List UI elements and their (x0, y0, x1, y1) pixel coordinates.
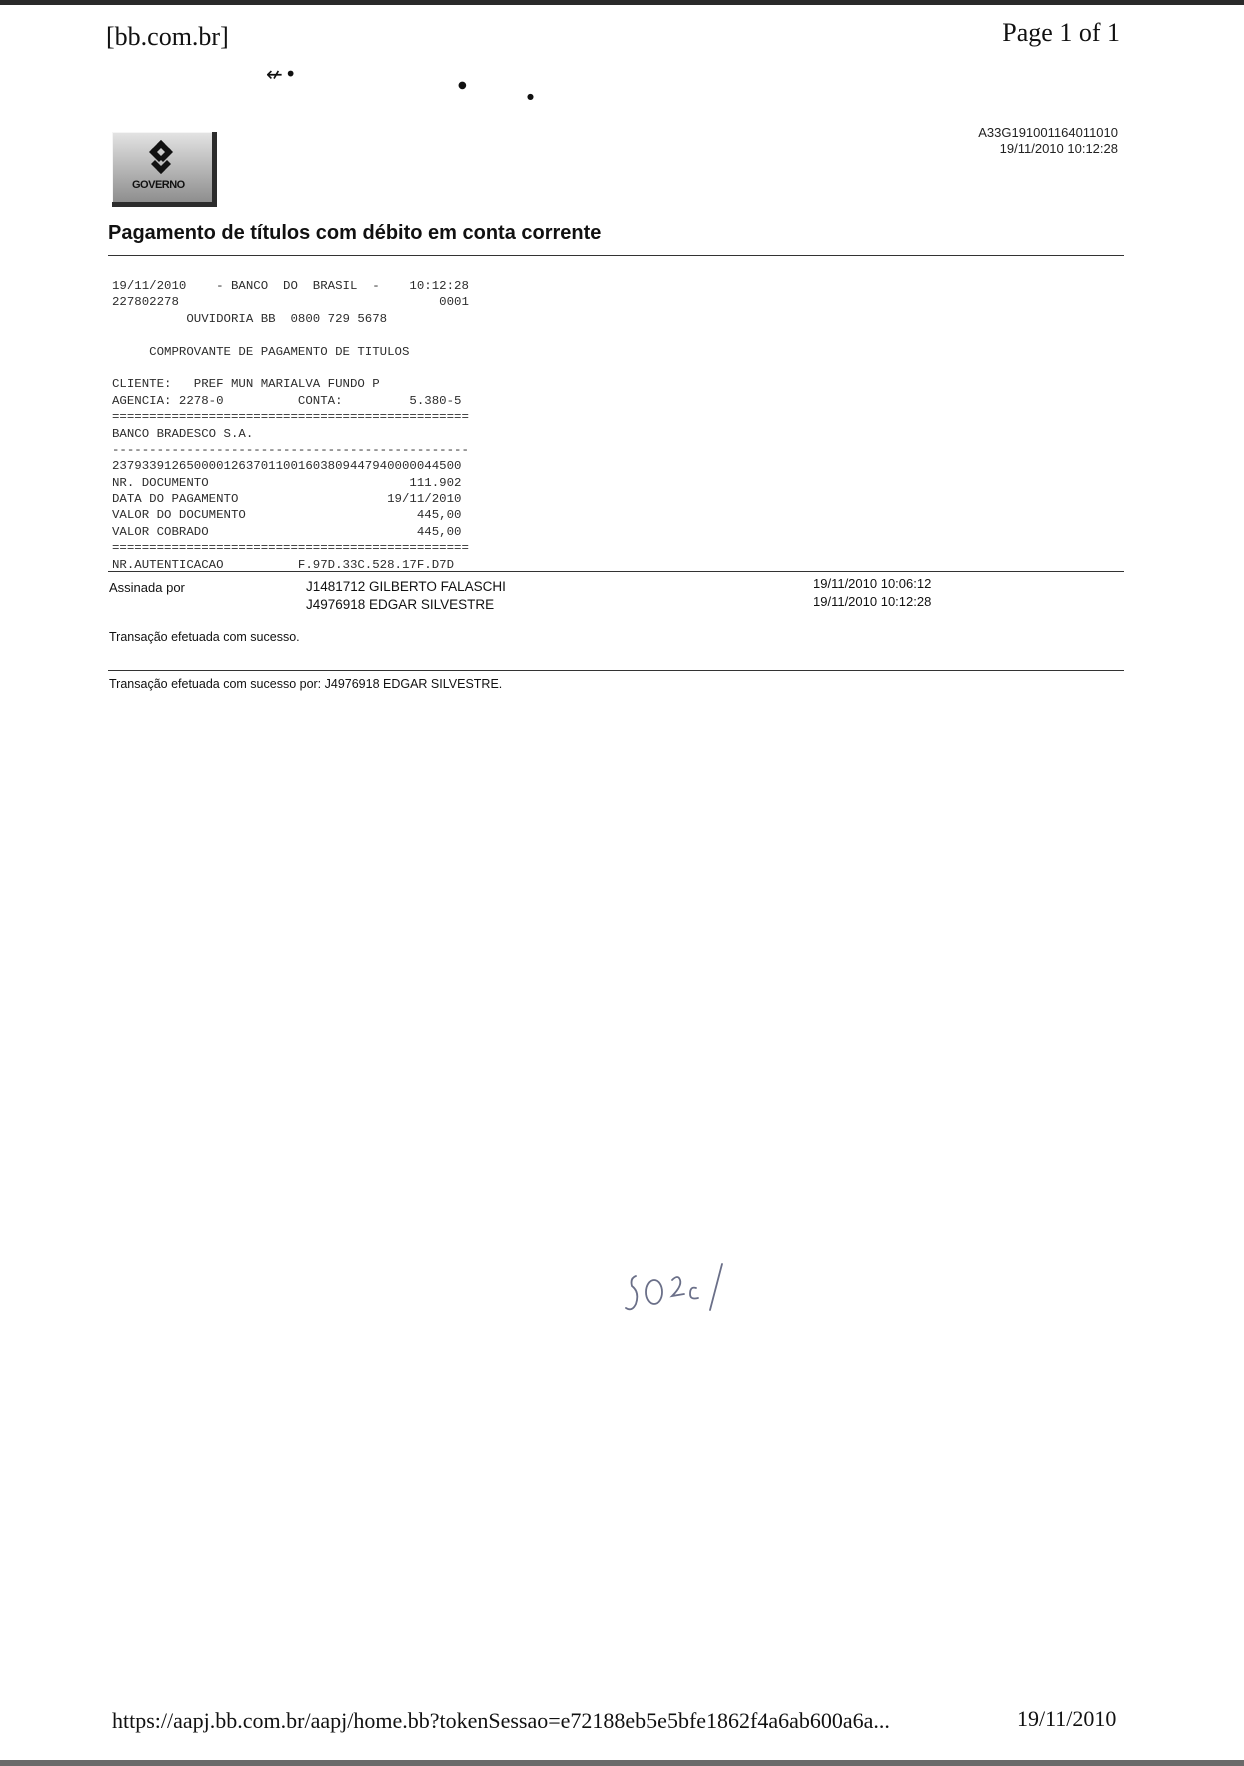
receipt-line: OUVIDORIA BB 0800 729 5678 (112, 311, 388, 326)
receipt-line: 227802278 0001 (112, 295, 469, 310)
receipt-line: DATA DO PAGAMENTO 19/11/2010 (112, 492, 462, 507)
receipt-line: AGENCIA: 2278-0 CONTA: 5.380-5 (112, 393, 462, 408)
document-code: A33G191001164011010 (978, 125, 1118, 140)
signer-name: J4976918 EDGAR SILVESTRE (306, 597, 495, 612)
signature-time: 19/11/2010 10:06:12 (813, 576, 932, 591)
signed-by-label: Assinada por (109, 580, 185, 595)
page-title: Pagamento de títulos com débito em conta corrente (108, 222, 602, 244)
receipt-line: ------------------------------------------------ (112, 442, 469, 457)
receipt-line: 19/11/2010 - BANCO DO BRASIL - 10:12:28 (112, 279, 469, 293)
receipt-line: 23793391265000012637011001603809447940000044500 (112, 459, 462, 474)
status-message: Transação efetuada com sucesso. (109, 630, 300, 644)
receipt-line: CLIENTE: PREF MUN MARIALVA FUNDO P (112, 377, 380, 392)
footer-date: 19/11/2010 (1017, 1706, 1117, 1731)
scan-artifact: ● (458, 80, 467, 91)
receipt-line: ================================================ (112, 410, 469, 425)
document-id-block (978, 125, 1118, 157)
browser-header-site: [bb.com.br] (106, 22, 229, 51)
signer-name: J1481712 GILBERTO FALASCHI (306, 579, 506, 594)
receipt-line (112, 327, 469, 343)
receipt-line: BANCO BRADESCO S.A. (112, 426, 254, 441)
footer-url: https://aapj.bb.com.br/aapj/home.bb?tokenSessao=e72188eb5e5bfe1862f4a6ab600a6a... (112, 1708, 890, 1733)
status-divider (108, 670, 1124, 671)
browser-header-page-number: Page 1 of 1 (1002, 18, 1120, 47)
receipt-line: NR.AUTENTICACAO F.97D.33C.528.17F.D7D (112, 557, 455, 572)
scan-artifact: ↚ • (266, 62, 297, 86)
receipt-line: ================================================ (112, 541, 469, 556)
receipt-line (112, 360, 469, 376)
scan-top-edge (0, 0, 1244, 5)
handwritten-note (624, 1258, 734, 1328)
document-timestamp: 19/11/2010 10:12:28 (999, 141, 1118, 156)
payment-receipt (112, 278, 469, 573)
receipt-line: NR. DOCUMENTO 111.902 (112, 475, 462, 490)
signature-time: 19/11/2010 10:12:28 (813, 594, 932, 609)
receipt-line: VALOR DO DOCUMENTO 445,00 (112, 508, 462, 523)
banco-do-brasil-logo-icon (112, 132, 217, 207)
bb-mark-icon (141, 138, 181, 178)
title-divider (108, 255, 1124, 256)
scan-artifact: ● (527, 92, 534, 101)
status-message-by: Transação efetuada com sucesso por: J4976918 EDGAR SILVESTRE. (109, 677, 503, 691)
receipt-line: VALOR COBRADO 445,00 (112, 524, 462, 539)
logo-label: GOVERNO (132, 179, 185, 191)
signature-divider (108, 571, 1124, 572)
scan-bottom-edge (0, 1760, 1244, 1766)
receipt-line: COMPROVANTE DE PAGAMENTO DE TITULOS (112, 344, 410, 359)
